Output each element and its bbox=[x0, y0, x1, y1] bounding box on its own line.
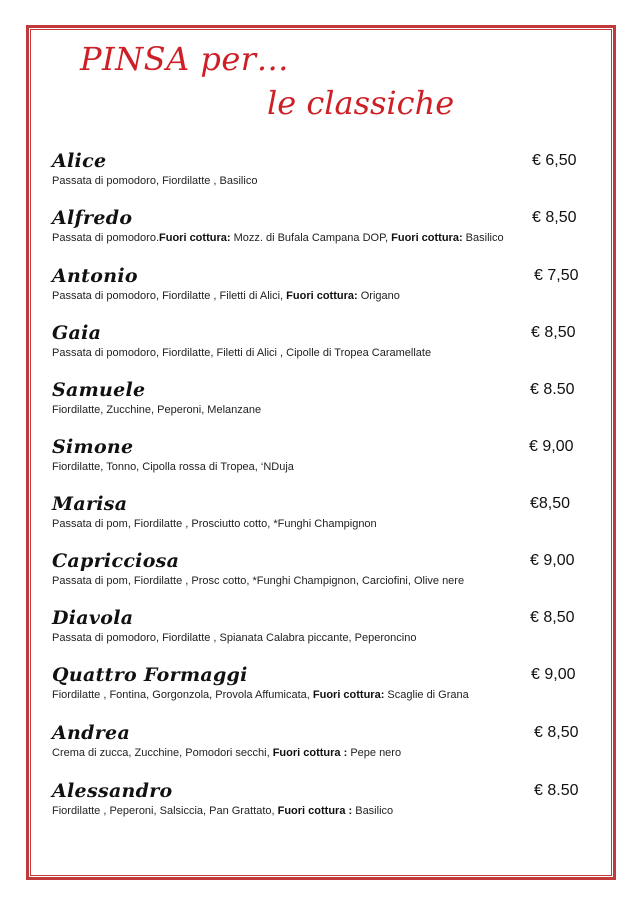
menu-item-price: € 9,00 bbox=[530, 552, 575, 569]
menu-item-name: Andrea bbox=[52, 722, 131, 744]
menu-item-name: Alessandro bbox=[52, 780, 173, 802]
menu-item-description bbox=[52, 404, 261, 416]
menu-item-name: Alfredo bbox=[52, 207, 133, 229]
menu-item bbox=[52, 207, 592, 261]
description-label: Fuori cottura: bbox=[391, 232, 463, 244]
menu-item bbox=[52, 722, 592, 776]
menu-item bbox=[52, 436, 592, 490]
menu-item-price: € 9,00 bbox=[531, 666, 576, 683]
menu-subtitle: le classiche bbox=[267, 84, 455, 122]
menu-item bbox=[52, 550, 592, 604]
description-text: Passata di pomodoro, Fiordilatte , Filetti di Alici, bbox=[52, 290, 287, 302]
menu-item-name: Quattro Formaggi bbox=[52, 664, 248, 686]
description-text: Passata di pom, Fiordilatte , Prosciutto cotto, *Funghi Champignon bbox=[52, 518, 377, 530]
description-text: Pepe nero bbox=[347, 747, 402, 759]
description-text: Crema di zucca, Zucchine, Pomodori secchi, bbox=[52, 747, 273, 759]
menu-item bbox=[52, 664, 592, 718]
description-text: Scaglie di Grana bbox=[384, 689, 469, 701]
menu-item bbox=[52, 379, 592, 433]
menu-item-price: € 8.50 bbox=[530, 381, 575, 398]
menu-item-description bbox=[52, 232, 504, 244]
description-label: Fuori cottura : bbox=[272, 747, 348, 759]
description-text: Mozz. di Bufala Campana DOP, bbox=[230, 232, 392, 244]
description-text: Fiordilatte , Peperoni, Salsiccia, Pan Grattato, bbox=[52, 805, 278, 817]
menu-item bbox=[52, 780, 592, 834]
description-text: Basilico bbox=[352, 805, 394, 817]
description-label: Fuori cottura: bbox=[286, 290, 358, 302]
menu-item bbox=[52, 322, 592, 376]
description-text: Fiordilatte, Zucchine, Peperoni, Melanzane bbox=[52, 404, 262, 416]
menu-item bbox=[52, 607, 592, 661]
description-label: Fuori cottura : bbox=[277, 805, 353, 817]
menu-item-description bbox=[52, 632, 416, 644]
menu-item bbox=[52, 150, 592, 204]
menu-item-description bbox=[52, 518, 377, 530]
description-label: Fuori cottura: bbox=[312, 689, 385, 701]
menu-item-price: € 7,50 bbox=[534, 267, 579, 284]
menu-item-name: Diavola bbox=[52, 607, 134, 629]
menu-item-description bbox=[52, 461, 294, 473]
menu-item-name: Alice bbox=[52, 150, 107, 172]
menu-item bbox=[52, 493, 592, 547]
menu-item-price: € 6,50 bbox=[532, 152, 577, 169]
menu-item-description bbox=[52, 347, 431, 359]
menu-item-price: € 8,50 bbox=[531, 324, 576, 341]
menu-item bbox=[52, 265, 592, 319]
menu-item-description bbox=[52, 175, 257, 187]
menu-item-description bbox=[52, 747, 401, 759]
menu-item-description bbox=[52, 290, 400, 302]
description-text: Passata di pomodoro, Fiordilatte , Spianata Calabra piccante, Peperoncino bbox=[52, 632, 417, 644]
description-text: Fiordilatte, Tonno, Cipolla rossa di Tropea, ‘NDuja bbox=[52, 461, 294, 473]
menu-item-description bbox=[52, 805, 393, 817]
description-text: Passata di pomodoro, Fiordilatte, Filetti di Alici , Cipolle di Tropea Caramellate bbox=[52, 347, 432, 359]
menu-item-price: € 9,00 bbox=[529, 438, 574, 455]
description-text: Passata di pomodoro. bbox=[52, 232, 160, 244]
menu-item-price: €8,50 bbox=[530, 495, 571, 512]
description-label: Fuori cottura: bbox=[159, 232, 231, 244]
description-text: Basilico bbox=[462, 232, 504, 244]
menu-item-name: Capricciosa bbox=[52, 550, 180, 572]
menu-item-price: € 8.50 bbox=[534, 782, 579, 799]
menu-item-name: Marisa bbox=[52, 493, 128, 515]
description-text: Fiordilatte , Fontina, Gorgonzola, Provola Affumicata, bbox=[52, 689, 313, 701]
menu-title: PINSA per… bbox=[80, 40, 290, 78]
description-text: Passata di pomodoro, Fiordilatte , Basilico bbox=[52, 175, 258, 187]
menu-item-description bbox=[52, 575, 464, 587]
menu-item-name: Gaia bbox=[52, 322, 102, 344]
menu-item-description bbox=[52, 689, 469, 701]
menu-item-name: Samuele bbox=[52, 379, 146, 401]
description-text: Origano bbox=[357, 290, 400, 302]
menu-item-name: Antonio bbox=[52, 265, 138, 287]
menu-item-name: Simone bbox=[52, 436, 134, 458]
description-text: Passata di pom, Fiordilatte , Prosc cotto, *Funghi Champignon, Carciofini, Olive nere bbox=[52, 575, 465, 587]
menu-item-price: € 8,50 bbox=[532, 209, 577, 226]
menu-item-price: € 8,50 bbox=[534, 724, 579, 741]
menu-item-price: € 8,50 bbox=[530, 609, 575, 626]
